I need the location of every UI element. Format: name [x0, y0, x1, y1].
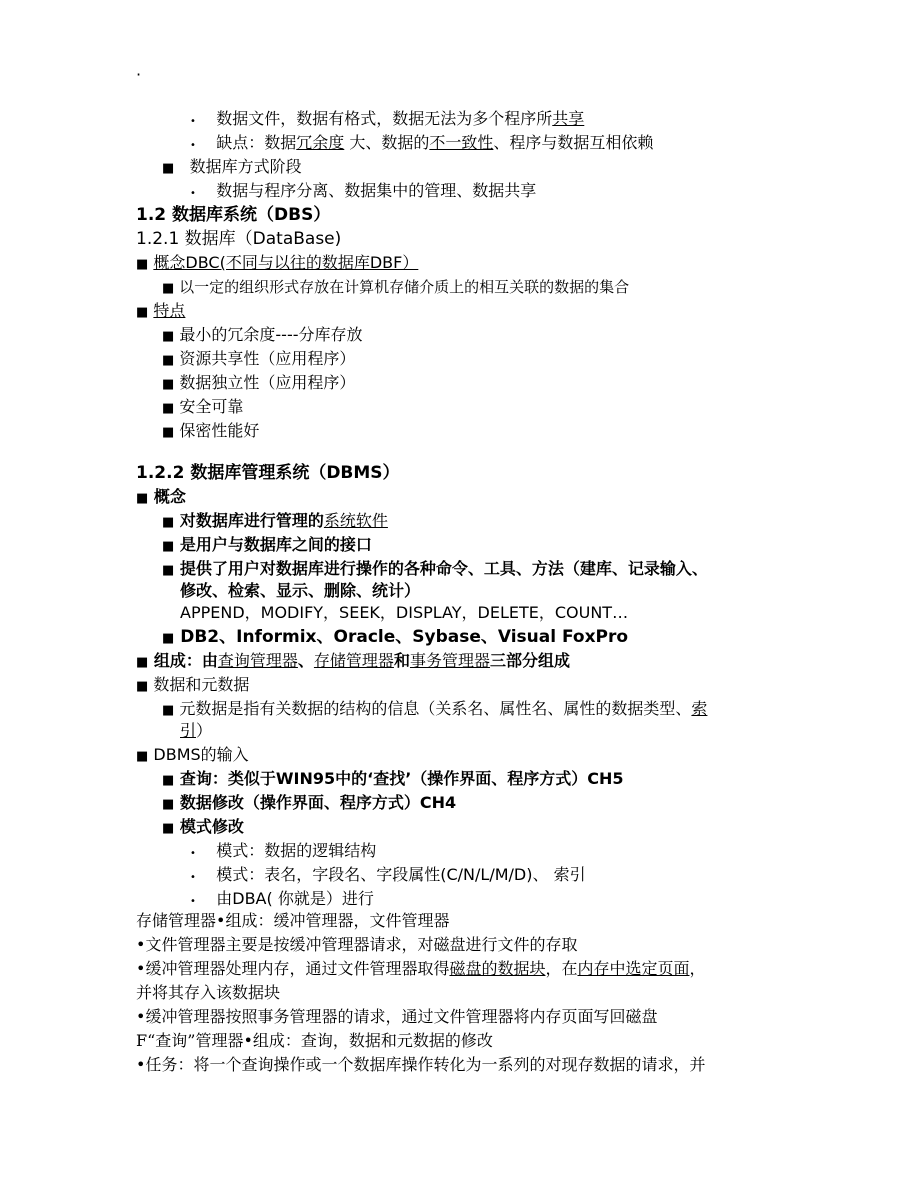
- item-text: 以一定的组织形式存放在计算机存储介质上的相互关联的数据的集合: [179, 278, 630, 296]
- item-text: 模式修改: [179, 817, 244, 836]
- list-item: [162, 276, 629, 300]
- list-item: [190, 180, 536, 205]
- item-text: •缓冲管理器处理内存，通过文件管理器取得: [136, 959, 450, 978]
- bullet-square-icon: ■: [162, 821, 175, 836]
- paragraph-line: •文件管理器主要是按缓冲管理器请求，对磁盘进行文件的存取: [136, 935, 578, 954]
- bullet-square-icon: ■: [162, 353, 175, 368]
- item-text: 、: [297, 651, 314, 670]
- item-text: 数据文件，数据有格式，数据无法为多个程序所: [216, 109, 553, 128]
- bullet-dot-icon: •: [190, 116, 196, 127]
- bullet-square-icon: ■: [136, 655, 149, 670]
- underlined-term: 存储管理器: [313, 651, 394, 670]
- underlined-term: 冗余度: [296, 133, 345, 152]
- bullet-dot-icon: •: [190, 872, 196, 883]
- bullet-square-icon: ■: [136, 679, 149, 694]
- underlined-term: 查询管理器: [217, 651, 298, 670]
- underlined-term: 磁盘的数据块: [449, 959, 546, 978]
- list-item: [136, 486, 186, 510]
- item-text: 资源共享性（应用程序）: [179, 349, 356, 368]
- bullet-square-icon: ■: [162, 329, 175, 344]
- item-text: DBMS的输入: [153, 745, 249, 764]
- bullet-dot-icon: •: [190, 848, 196, 859]
- list-item: [162, 156, 302, 180]
- bullet-square-icon: ■: [162, 773, 175, 788]
- bullet-dot-icon: •: [190, 896, 196, 907]
- continuation-text: 修改、检索、显示、删除、统计）: [180, 581, 421, 600]
- bullet-dot-icon: •: [190, 140, 196, 151]
- item-text: 概念: [153, 487, 186, 506]
- item-text: 元数据是指有关数据的结构的信息（关系名、属性名、属性的数据类型、: [179, 699, 692, 718]
- list-item: [190, 840, 376, 865]
- item-text: 数据修改（操作界面、程序方式）CH4: [179, 793, 457, 812]
- list-item: [190, 132, 653, 157]
- item-text: 大、数据的: [344, 133, 430, 152]
- item-text: 数据与程序分离、数据集中的管理、数据共享: [216, 181, 537, 200]
- bullet-square-icon: ■: [162, 539, 175, 554]
- item-text: 数据独立性（应用程序）: [179, 373, 356, 392]
- item-text: ，: [689, 959, 706, 978]
- bullet-square-icon: ■: [162, 425, 175, 440]
- paragraph-line: •缓冲管理器按照事务管理器的请求，通过文件管理器将内存页面写回磁盘: [136, 1007, 658, 1026]
- command-list: APPEND，MODIFY，SEEK，DISPLAY，DELETE，COUNT…: [180, 603, 629, 622]
- item-text: 数据库方式阶段: [189, 157, 302, 176]
- bullet-square-icon: ■: [136, 305, 149, 320]
- bullet-dot-icon: •: [190, 188, 196, 199]
- item-text: 安全可靠: [179, 397, 244, 416]
- paragraph-line: 并将其存入该数据块: [136, 983, 281, 1002]
- bullet-square-icon: ■: [162, 563, 175, 578]
- item-text: 模式：表名，字段名、字段属性(C/N/L/M/D)、 索引: [216, 865, 586, 884]
- underlined-term: 不一致性: [429, 133, 494, 152]
- list-item: [190, 108, 584, 133]
- item-text: 、程序与数据互相依赖: [493, 133, 654, 152]
- item-text: 缺点：数据: [216, 133, 297, 152]
- bullet-square-icon: ■: [162, 703, 175, 718]
- paragraph-line: [136, 958, 706, 980]
- subsection-heading: 1.2.2 数据库管理系统（DBMS）: [136, 463, 400, 483]
- bullet-square-icon: ■: [162, 281, 175, 296]
- list-item: [136, 650, 570, 674]
- paragraph-line: 存储管理器•组成：缓冲管理器，文件管理器: [136, 911, 450, 930]
- list-item: [136, 252, 418, 276]
- item-text: ，在: [545, 959, 578, 978]
- bullet-square-icon: ■: [136, 491, 149, 506]
- list-item: [162, 698, 707, 722]
- list-item: [162, 372, 355, 396]
- bullet-square-icon: ■: [162, 401, 175, 416]
- list-item: [162, 510, 388, 534]
- item-text: 是用户与数据库之间的接口: [179, 535, 372, 554]
- item-text: 和: [393, 651, 410, 670]
- item-text: 三部分组成: [489, 651, 570, 670]
- underlined-term: 共享: [552, 109, 585, 128]
- underlined-term: 索: [691, 699, 708, 718]
- underlined-term: 内存中选定页面: [577, 959, 690, 978]
- item-text: 最小的冗余度----分库存放: [179, 325, 363, 344]
- item-text: 由DBA( 你就是）进行: [216, 889, 374, 908]
- item-text: DB2、Informix、Oracle、Sybase、Visual FoxPro: [180, 627, 629, 647]
- item-text: 提供了用户对数据库进行操作的各种命令、工具、方法（建库、记录输入、: [179, 559, 708, 578]
- paragraph-line: F“查询”管理器•组成：查询，数据和元数据的修改: [136, 1031, 493, 1050]
- item-text: 对数据库进行管理的: [179, 511, 324, 530]
- item-text: 模式：数据的逻辑结构: [216, 841, 377, 860]
- item-text: ）: [196, 721, 213, 740]
- list-item: [162, 816, 244, 840]
- item-text: 数据和元数据: [153, 675, 250, 694]
- underlined-term: 概念DBC(不同与以往的数据库DBF）: [153, 253, 419, 272]
- list-item: [162, 396, 243, 420]
- item-text: 保密性能好: [179, 421, 260, 440]
- list-item: [162, 324, 363, 348]
- bullet-square-icon: ■: [162, 377, 175, 392]
- list-item: [162, 420, 259, 444]
- bullet-square-icon: ■: [136, 257, 149, 272]
- list-item: [162, 626, 628, 650]
- underlined-term: 系统软件: [323, 511, 388, 530]
- list-item: [136, 674, 249, 698]
- lead-dot: ·: [136, 65, 142, 84]
- list-item: [136, 300, 185, 324]
- item-text: 组成：由: [153, 651, 218, 670]
- item-text: 查询：类似于WIN95中的‘查找’（操作界面、程序方式）CH5: [179, 769, 624, 788]
- continuation-text: [180, 720, 212, 742]
- bullet-square-icon: ■: [162, 515, 175, 530]
- list-item: [162, 768, 624, 792]
- list-item: [190, 864, 586, 889]
- list-item: [162, 348, 355, 372]
- underlined-term: 事务管理器: [409, 651, 490, 670]
- bullet-square-icon: ■: [162, 797, 175, 812]
- list-item: [136, 744, 249, 768]
- bullet-square-icon: ■: [136, 749, 149, 764]
- section-heading: 1.2 数据库系统（DBS）: [136, 205, 331, 225]
- underlined-term: 引: [180, 721, 197, 740]
- paragraph-line: •任务：将一个查询操作或一个数据库操作转化为一系列的对现存数据的请求，并: [136, 1055, 706, 1074]
- bullet-square-icon: ■: [162, 161, 175, 176]
- underlined-term: 特点: [153, 301, 186, 320]
- list-item: [162, 534, 372, 558]
- list-item: [162, 792, 456, 816]
- subsection-heading: 1.2.1 数据库（DataBase): [136, 229, 342, 249]
- bullet-square-icon: ■: [162, 631, 175, 646]
- list-item: [162, 558, 708, 582]
